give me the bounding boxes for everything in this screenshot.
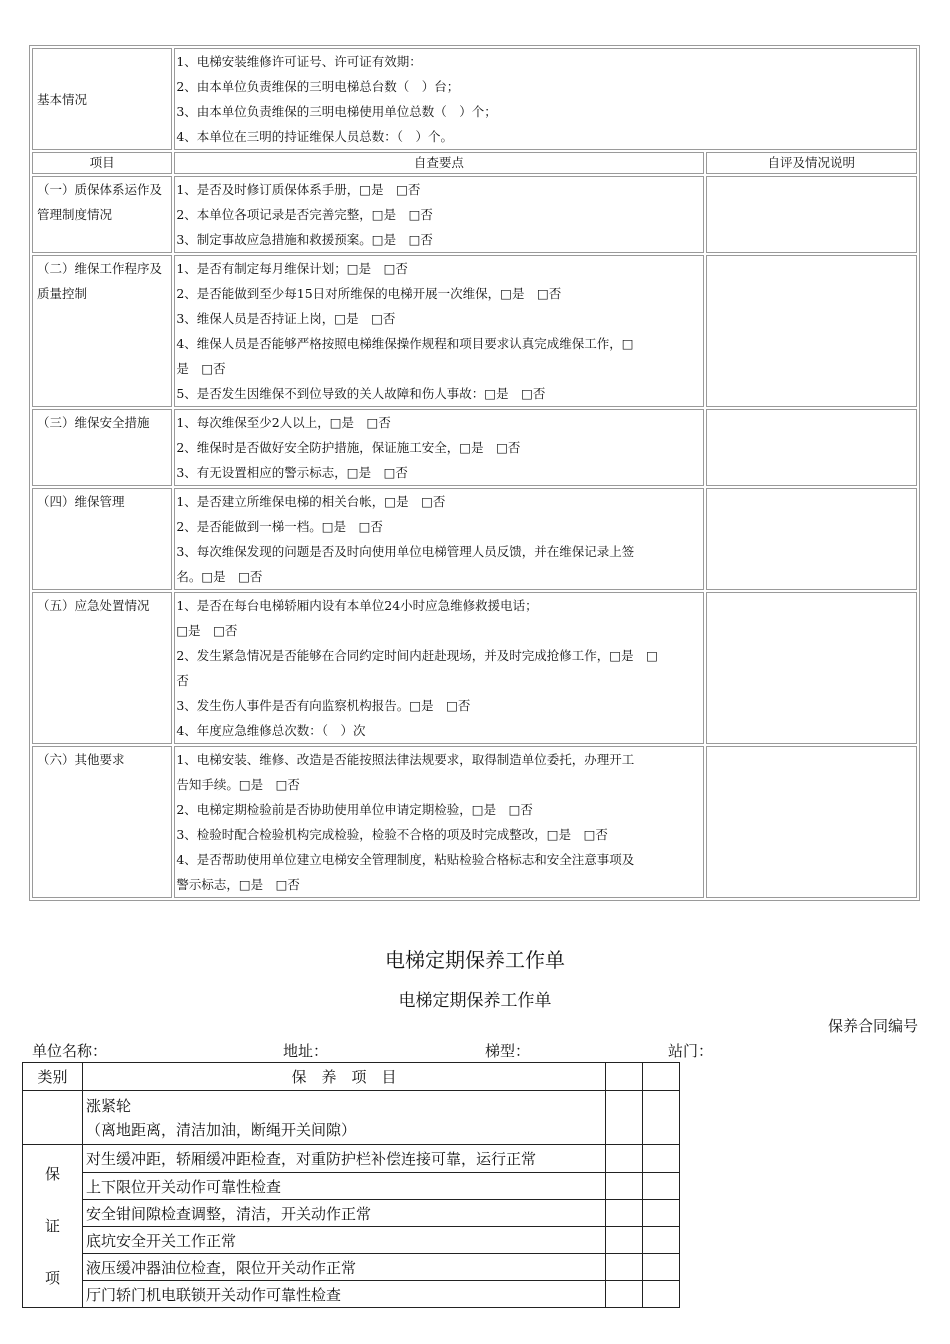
check-box[interactable] xyxy=(643,1173,680,1200)
header-points: 自查要点 xyxy=(174,152,703,174)
check-line: 是 □否 xyxy=(176,361,226,376)
self-check-table xyxy=(29,45,920,901)
assessment-cell[interactable] xyxy=(706,746,918,898)
maintenance-row xyxy=(23,1281,680,1308)
section-points xyxy=(174,746,703,898)
check-line: 5、是否发生因维保不到位导致的关人故障和伤人事故：□是 □否 xyxy=(176,386,546,401)
section-row-1 xyxy=(32,176,917,253)
tension-wheel-row xyxy=(23,1091,680,1145)
check-box[interactable] xyxy=(606,1227,643,1254)
section-label: （二）维保工作程序及质量控制 xyxy=(32,255,172,407)
guarantee-category xyxy=(23,1145,83,1308)
check-line: 3、制定事故应急措施和救援预案。□是 □否 xyxy=(176,232,433,247)
maintenance-item: 上下限位开关动作可靠性检查 xyxy=(83,1173,606,1200)
section-points xyxy=(174,176,703,253)
assessment-cell[interactable] xyxy=(706,592,918,744)
check-box[interactable] xyxy=(606,1281,643,1308)
assessment-cell[interactable] xyxy=(706,255,918,407)
address-label: 地址： xyxy=(283,1042,329,1060)
maintenance-item: 对生缓冲距，轿厢缓冲距检查，对重防护栏补偿连接可靠，运行正常 xyxy=(83,1145,606,1173)
maintenance-row xyxy=(23,1254,680,1281)
section-label: （五）应急处置情况 xyxy=(32,592,172,744)
basic-info-line: 3、由本单位负责维保的三明电梯使用单位总数（ ）个； xyxy=(176,104,497,119)
check-box[interactable] xyxy=(643,1145,680,1173)
check-line: 2、发生紧急情况是否能够在合同约定时间内赶赴现场，并及时完成抢修工作，□是 □ xyxy=(176,648,658,663)
check-box[interactable] xyxy=(606,1254,643,1281)
check-line: 警示标志，□是 □否 xyxy=(176,877,300,892)
section-row-2 xyxy=(32,255,917,407)
assessment-cell[interactable] xyxy=(706,488,918,590)
maintenance-row xyxy=(23,1173,680,1200)
category-header: 类别 xyxy=(23,1063,83,1091)
section-points xyxy=(174,255,703,407)
section-points xyxy=(174,488,703,590)
section-points xyxy=(174,409,703,486)
items-header: 保 养 项 目 xyxy=(83,1063,606,1091)
category-char: 保 xyxy=(44,1165,60,1183)
check-line: 1、是否及时修订质保体系手册，□是 □否 xyxy=(176,182,421,197)
check-line: 2、电梯定期检验前是否协助使用单位申请定期检验，□是 □否 xyxy=(176,802,533,817)
check-line: 3、有无设置相应的警示标志，□是 □否 xyxy=(176,465,408,480)
section-row-4 xyxy=(32,488,917,590)
maintenance-item: 安全钳间隙检查调整，清洁，开关动作正常 xyxy=(83,1200,606,1227)
check-line: 3、发生伤人事件是否有向监察机构报告。□是 □否 xyxy=(176,698,471,713)
check-column-header xyxy=(643,1063,680,1091)
maintenance-item: 液压缓冲器油位检查，限位开关动作正常 xyxy=(83,1254,606,1281)
header-item: 项目 xyxy=(32,152,172,174)
check-line: 2、本单位各项记录是否完善完整，□是 □否 xyxy=(176,207,433,222)
section-label: （四）维保管理 xyxy=(32,488,172,590)
check-line: 4、年度应急维修总次数：（ ）次 xyxy=(176,723,366,738)
stops-label: 站门： xyxy=(668,1042,714,1060)
check-column-header xyxy=(606,1063,643,1091)
check-box[interactable] xyxy=(643,1200,680,1227)
check-box[interactable] xyxy=(643,1091,680,1145)
basic-info-row xyxy=(32,48,917,150)
check-box[interactable] xyxy=(606,1145,643,1173)
check-line: 名。□是 □否 xyxy=(176,569,263,584)
maintenance-row xyxy=(23,1200,680,1227)
category-cell xyxy=(23,1091,83,1145)
check-box[interactable] xyxy=(606,1200,643,1227)
check-line: 1、电梯安装、维修、改造是否能按照法律法规要求，取得制造单位委托，办理开工 xyxy=(176,752,635,767)
check-line: 告知手续。□是 □否 xyxy=(176,777,300,792)
category-char: 项 xyxy=(44,1269,60,1287)
check-line: 4、维保人员是否能够严格按照电梯维保操作规程和项目要求认真完成维保工作，□ xyxy=(176,336,634,351)
item-title: 涨紧轮 xyxy=(86,1096,132,1115)
unit-name-label: 单位名称： xyxy=(32,1042,108,1060)
check-line: 3、每次维保发现的问题是否及时向使用单位电梯管理人员反馈，并在维保记录上签 xyxy=(176,544,635,559)
check-box[interactable] xyxy=(643,1254,680,1281)
item-detail: （离地距离，清洁加油，断绳开关间隙） xyxy=(86,1120,357,1139)
category-char: 证 xyxy=(44,1217,60,1235)
elevator-model-label: 梯型： xyxy=(485,1042,531,1060)
check-line: 否 xyxy=(176,673,189,688)
check-line: 2、是否能做到至少每15日对所维保的电梯开展一次维保，□是 □否 xyxy=(176,286,562,301)
maintenance-row xyxy=(23,1145,680,1173)
maintenance-item xyxy=(83,1091,606,1145)
basic-info-label: 基本情况 xyxy=(32,48,172,150)
section-label: （一）质保体系运作及管理制度情况 xyxy=(32,176,172,253)
check-line: 1、每次维保至少2人以上，□是 □否 xyxy=(176,415,391,430)
contract-number-label: 保养合同编号 xyxy=(827,1017,918,1035)
section-label: （三）维保安全措施 xyxy=(32,409,172,486)
check-line: 2、是否能做到一梯一档。□是 □否 xyxy=(176,519,383,534)
header-assessment: 自评及情况说明 xyxy=(706,152,918,174)
section-label: （六）其他要求 xyxy=(32,746,172,898)
check-box[interactable] xyxy=(643,1281,680,1308)
assessment-cell[interactable] xyxy=(706,409,918,486)
check-box[interactable] xyxy=(606,1173,643,1200)
section-points xyxy=(174,592,703,744)
check-line: 2、维保时是否做好安全防护措施，保证施工安全，□是 □否 xyxy=(176,440,521,455)
basic-info-line: 2、由本单位负责维保的三明电梯总台数（ ）台； xyxy=(176,79,460,94)
check-box[interactable] xyxy=(606,1091,643,1145)
section-row-6 xyxy=(32,746,917,898)
assessment-cell[interactable] xyxy=(706,176,918,253)
check-line: 1、是否有制定每月维保计划；□是 □否 xyxy=(176,261,408,276)
section-row-3 xyxy=(32,409,917,486)
basic-info-line: 4、本单位在三明的持证维保人员总数：（ ）个。 xyxy=(176,129,454,144)
maintenance-header-row xyxy=(23,1063,680,1091)
basic-info-line: 1、电梯安装维修许可证号、许可证有效期： xyxy=(176,54,422,69)
check-line: 3、维保人员是否持证上岗，□是 □否 xyxy=(176,311,396,326)
maintenance-row xyxy=(23,1227,680,1254)
check-line: 1、是否在每台电梯轿厢内设有本单位24小时应急维修救援电话； xyxy=(176,598,538,613)
check-line: 3、检验时配合检验机构完成检验，检验不合格的项及时完成整改，□是 □否 xyxy=(176,827,608,842)
section-row-5 xyxy=(32,592,917,744)
worksheet-subtitle: 电梯定期保养工作单 xyxy=(398,991,552,1011)
worksheet-title: 电梯定期保养工作单 xyxy=(385,948,565,972)
maintenance-item: 底坑安全开关工作正常 xyxy=(83,1227,606,1254)
maintenance-item: 厅门轿门机电联锁开关动作可靠性检查 xyxy=(83,1281,606,1308)
check-line: 4、是否帮助使用单位建立电梯安全管理制度，粘贴检验合格标志和安全注意事项及 xyxy=(176,852,635,867)
header-row xyxy=(32,152,917,174)
basic-info-content xyxy=(174,48,917,150)
check-line: 1、是否建立所维保电梯的相关台帐，□是 □否 xyxy=(176,494,446,509)
maintenance-table xyxy=(22,1062,680,1308)
check-line: □是 □否 xyxy=(176,623,238,638)
check-box[interactable] xyxy=(643,1227,680,1254)
